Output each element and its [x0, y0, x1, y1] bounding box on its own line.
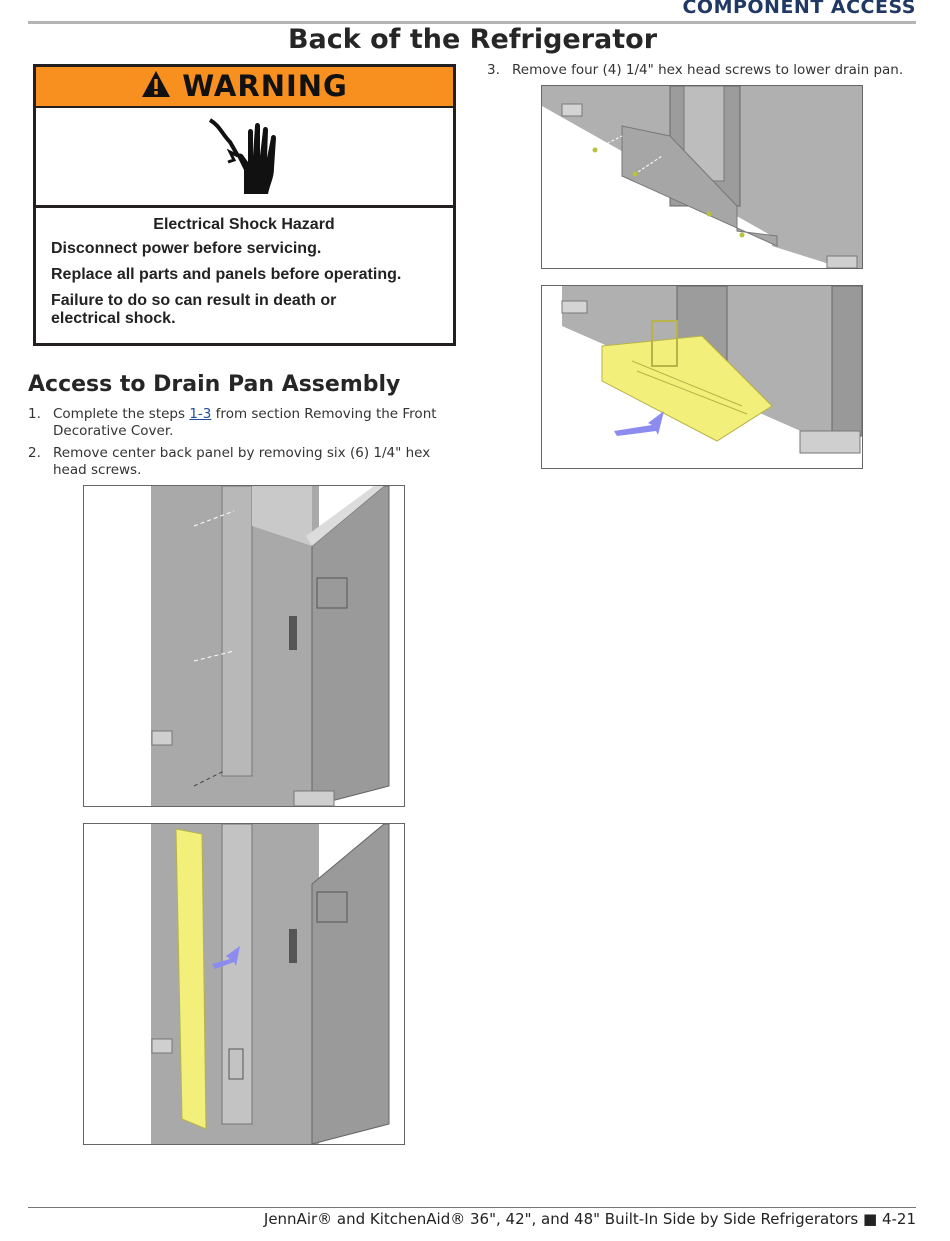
steps-link[interactable]: 1-3: [189, 406, 212, 422]
warning-line-3: Failure to do so can result in death or electrical shock.: [51, 292, 337, 327]
step-text: Complete the steps: [53, 406, 190, 422]
step-number: 3.: [487, 62, 500, 78]
step-2: [28, 445, 458, 479]
warning-box: [33, 64, 456, 346]
electric-shock-hand-icon: [200, 112, 290, 202]
figure-drain-pan-lowered: [541, 285, 863, 469]
page-title: Back of the Refrigerator: [287, 24, 658, 55]
warning-banner-text: WARNING: [182, 69, 348, 103]
shock-hazard-symbol: [36, 108, 453, 208]
step-3: [487, 62, 907, 79]
step-1: [28, 406, 438, 440]
section-heading: Access to Drain Pan Assembly: [28, 372, 401, 397]
figure-center-panel-removed: [83, 823, 405, 1145]
step-text: Remove center back panel by removing six (6) 1/4" hex head screws.: [53, 445, 431, 478]
step-number: 2.: [28, 445, 41, 461]
warning-line-1: Disconnect power before servicing.: [51, 240, 322, 257]
hazard-title: Electrical Shock Hazard: [153, 216, 335, 233]
page-footer: JennAir® and KitchenAid® 36", 42", and 48" Built-In Side by Side Refrigerators ■ 4-21: [263, 1210, 916, 1228]
warning-banner: [36, 67, 453, 108]
warning-triangle-icon: [141, 70, 171, 98]
refrigerator-panel-removal-illustration: [84, 824, 404, 1144]
refrigerator-back-illustration: [84, 486, 404, 806]
drain-pan-lowered-illustration: [542, 286, 862, 468]
warning-text-block: [36, 208, 453, 328]
figure-back-panel-screws: [83, 485, 405, 807]
warning-line-2: Replace all parts and panels before operating.: [51, 266, 402, 283]
step-text: from section Removing the Front Decorative Cover.: [53, 406, 437, 439]
drain-pan-screws-illustration: [542, 86, 862, 268]
section-header-label: COMPONENT ACCESS: [682, 0, 916, 18]
step-text: Remove four (4) 1/4" hex head screws to lower drain pan.: [512, 62, 904, 78]
figure-drain-pan-screws: [541, 85, 863, 269]
step-number: 1.: [28, 406, 41, 422]
footer-rule: [28, 1207, 916, 1208]
